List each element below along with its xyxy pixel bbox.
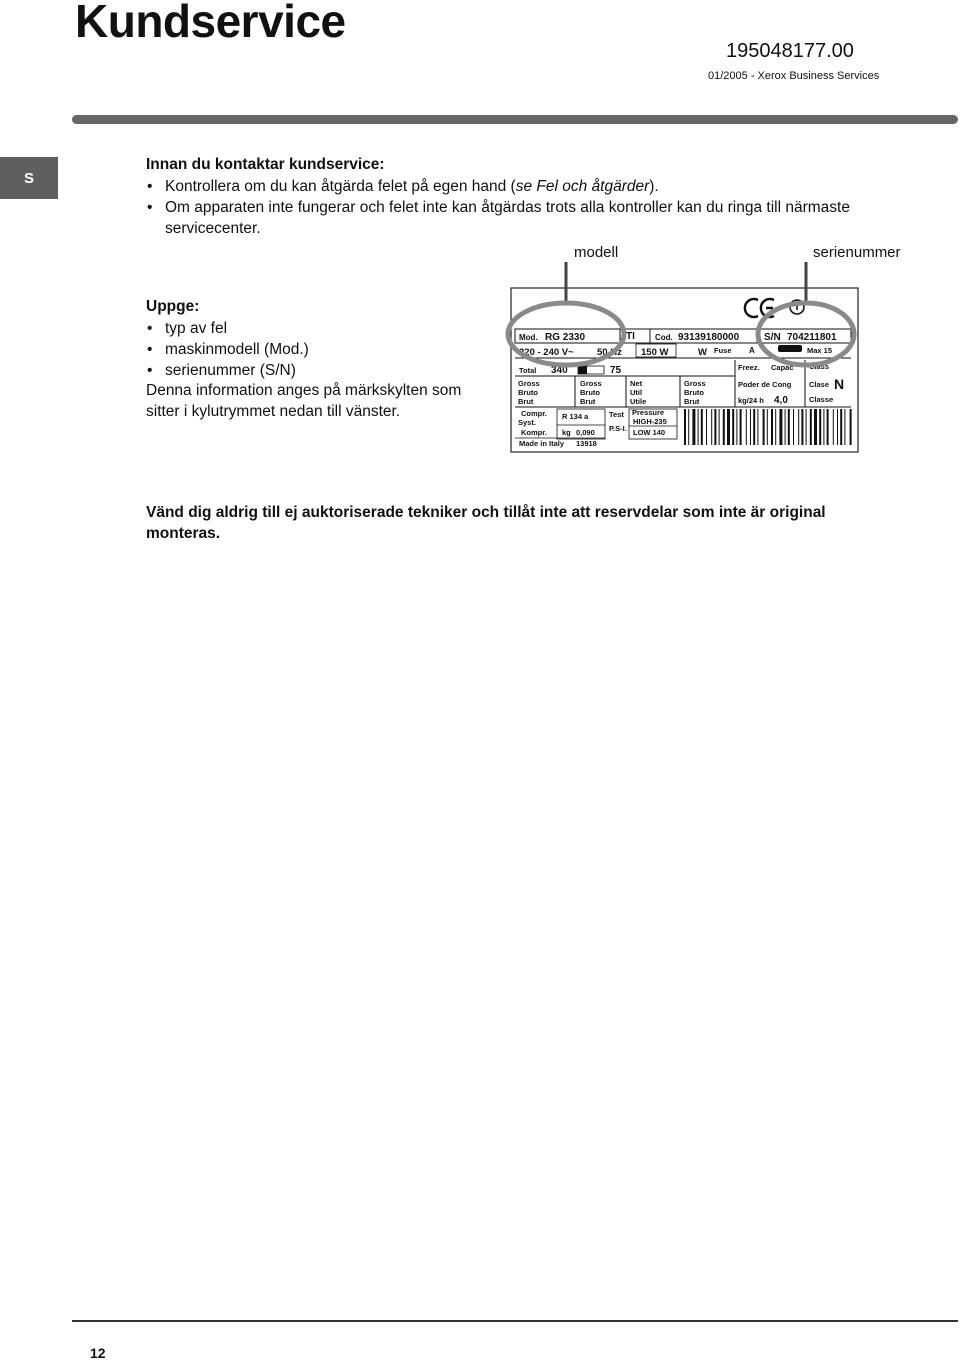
model-callout-label: modell [574, 244, 619, 261]
plate-class-value: N [834, 376, 845, 392]
plate-hz: 50 Hz [597, 347, 622, 358]
plate-brut-label: Brut [518, 397, 534, 406]
plug-icon [778, 345, 802, 352]
plate-freez: Freez. [738, 363, 760, 372]
plate-total: 340 [551, 365, 568, 376]
plate-mod-value: RG 2330 [545, 332, 586, 343]
intro-bullet: • Kontrollera om du kan åtgärda felet på egen hand (se Fel och åtgärder). [146, 176, 936, 197]
plate-mod-label: Mod. [519, 333, 538, 342]
plate-kg24: kg/24 h [738, 396, 764, 405]
plate-amp: A [749, 346, 755, 355]
plate-compr: Compr. [521, 409, 547, 418]
plate-made-code: 13918 [576, 439, 597, 448]
uppge-item: • typ av fel [146, 318, 309, 339]
plate-utile-label: Utile [630, 397, 647, 406]
document-meta: 01/2005 - Xerox Business Services [708, 70, 880, 82]
intro-bullet: • Om apparaten inte fungerar och felet inte kan åtgärdas trots alla kontroller kan du ringa till närmaste servicecenter. [146, 197, 936, 239]
plate-kg24-value: 4,0 [774, 395, 788, 406]
plate-kg-label: kg [562, 428, 571, 437]
plate-test: Test [609, 410, 624, 419]
plate-net-label: Net [630, 379, 643, 388]
warning-text: Vänd dig aldrig till ej auktoriserade tekniker och tillåt inte att reservdelar som inte är original monteras. [146, 504, 826, 542]
plate-ti: TI [626, 331, 635, 342]
language-tab: S [0, 157, 58, 199]
serial-callout-label: serienummer [813, 244, 901, 261]
plate-kompr: Kompr. [521, 428, 547, 437]
plate-capac: Capac [771, 363, 794, 372]
plate-gross-label: Gross [518, 379, 540, 388]
uppge-item: • serienummer (S/N) [146, 360, 309, 381]
plate-util-label: Util [630, 388, 643, 397]
uppge-note: Denna information anges på märkskylten som sitter i kylutrymmet nedan till vänster. [146, 382, 462, 420]
plate-total-label: Total [519, 366, 537, 375]
plate-poder: Poder de Cong [738, 380, 792, 389]
plate-cod-label: Cod. [655, 333, 673, 342]
uppge-item: • maskinmodell (Mod.) [146, 339, 309, 360]
plate-classe: Classe [809, 395, 834, 404]
document-number: 195048177.00 [726, 40, 854, 62]
plate-psi: P.S-I. [609, 424, 627, 433]
plate-gross-label: Gross [684, 379, 706, 388]
plate-bruto-label: Bruto [684, 388, 704, 397]
plate-high: HIGH-235 [633, 417, 667, 426]
plate-fuse: Fuse [714, 346, 732, 355]
plate-class-label: Class [809, 362, 830, 371]
plate-bruto-label: Bruto [518, 388, 538, 397]
plate-sn-value: 704211801 [787, 332, 837, 343]
page-title: Kundservice [75, 0, 346, 47]
footer-divider [72, 1320, 958, 1322]
plate-voltage: 220 - 240 V~ [519, 347, 574, 358]
plate-refrigerant-kg: 0,090 [576, 428, 595, 437]
plate-pressure: Pressure [632, 408, 665, 417]
plate-made-in: Made in Italy [519, 439, 565, 448]
plate-brut-label: Brut [684, 397, 700, 406]
plate-syst: Syst. [518, 418, 536, 427]
plate-w: W [698, 347, 707, 358]
plate-refrigerant: R 134 a [562, 412, 589, 421]
plate-brut-label: Brut [580, 397, 596, 406]
page-number: 12 [90, 1345, 106, 1361]
plate-cod-value: 93139180000 [678, 332, 740, 343]
plate-gross-label: Gross [580, 379, 602, 388]
plate-max: Max 15 [807, 346, 833, 355]
plate-power: 150 W [641, 347, 669, 358]
plate-sn-label: S/N [764, 332, 781, 343]
plate-freezer-volume: 75 [610, 365, 622, 376]
plate-clase: Clase [809, 380, 830, 389]
plate-bruto-label: Bruto [580, 388, 600, 397]
intro-heading: Innan du kontaktar kundservice: [146, 156, 385, 173]
plate-low: LOW 140 [633, 428, 666, 437]
uppge-heading: Uppge: [146, 298, 200, 315]
